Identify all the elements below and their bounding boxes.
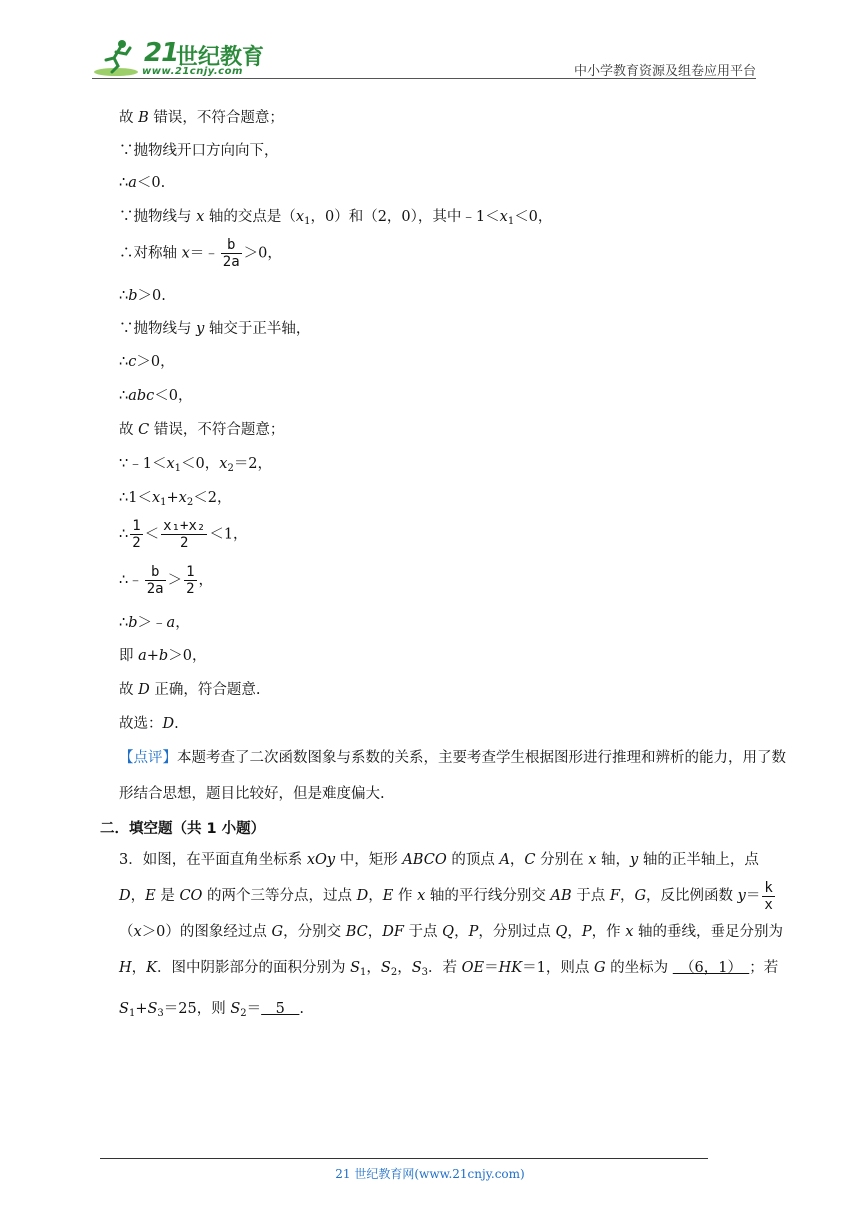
question-paragraph: 3．如图，在平面直角坐标系 xOy 中，矩形 ABCO 的顶点 A，C 分别在 x 轴，y 轴的正半轴上，点 D，E 是 CO 的两个三等分点，过点 D，E 作 x 轴的平行线分别交 AB 于点 F，G，反比例函数 y＝ $\frac{k}{x}$ （x＞0）的图象经过点 G，分别交 BC，DF 于点 Q，P，分别过点 Q，P，作 x 轴的垂线，垂足分别为 H，K．图中阴影部分的面积分别为 $S_1$，$S_2$，$S_3$．若 OE＝HK＝1，则点 G 的坐标为 （6，1） ；若 $S_1+S_3=25$，则 $S_2=$ 5 . — [119, 852, 783, 1019]
fraction: $\frac{\text{x₁+x₂}}{2}$ — [163, 518, 206, 551]
solution-line: 故选：D. — [119, 716, 179, 732]
runner-logo-icon — [92, 38, 142, 78]
answer-blank-2: 5 — [261, 1001, 300, 1017]
logo-text: 世纪教育 — [176, 45, 265, 70]
solution-line: ∴c＞0， — [119, 354, 175, 370]
solution-line: ∵抛物线与 x 轴的交点是（$x_1$，0）和（2，0），其中$﹣1<x_1<0$， — [119, 209, 553, 227]
solution-line: ∵抛物线开口方向向下， — [119, 143, 279, 159]
solution-line: ∴a＜0. — [119, 175, 166, 191]
solution-line: ∴b＞0. — [119, 288, 166, 304]
comment-paragraph — [119, 740, 789, 812]
solution-line: 故 C 错误，不符合题意； — [119, 422, 285, 438]
solution-line: ∴b＞﹣a， — [119, 615, 190, 631]
header-divider — [92, 78, 756, 79]
footer-link[interactable]: 21 世纪教育网(www.21cnjy.com) — [335, 1167, 525, 1181]
fraction: $\frac{k}{x}$ — [764, 879, 773, 913]
footer-divider — [100, 1158, 708, 1159]
solution-line: 故 D 正确，符合题意. — [119, 682, 261, 698]
section-title: 二．填空题（共 1 小题） — [100, 821, 266, 837]
solution-line: ∵抛物线与 y 轴交于正半轴， — [119, 321, 311, 337]
answer-blank-1: （6，1） — [672, 960, 750, 976]
fraction: $\frac{1}{2}$ — [132, 518, 141, 551]
solution-line: ∴ $\frac{1}{2}$ ＜ $\frac{\text{x₁+x₂}}{2}$ ＜1， — [119, 518, 248, 551]
site-logo — [92, 36, 272, 80]
header-platform-text: 中小学教育资源及组卷应用平台 — [573, 64, 756, 79]
solution-line: 即 a+b＞0， — [119, 648, 207, 664]
fraction: $\frac{b}{2a}$ — [146, 564, 164, 597]
solution-line: $\therefore 1<x_1+x_2<2$， — [119, 490, 232, 508]
fraction: $\frac{1}{2}$ — [186, 564, 195, 597]
solution-line: $\because﹣1<x_1<0$，$x_2=2$， — [119, 456, 273, 474]
solution-line: ∴﹣ $\frac{b}{2a}$ ＞ $\frac{1}{2}$ ， — [119, 564, 214, 597]
fraction: $\frac{b}{2a}$ — [222, 237, 240, 270]
logo-number: 21 — [144, 38, 179, 68]
solution-line: ∴abc＜0， — [119, 388, 193, 404]
solution-line: ∴对称轴 x＝﹣ $\frac{b}{2a}$ ＞0， — [119, 237, 282, 270]
comment-tag: 【点评】 — [119, 750, 177, 766]
comment-text: 本题考查了二次函数图象与系数的关系，主要考查学生根据图形进行推理和辨析的能力，用了数形结合思想，题目比较好，但是难度偏大. — [119, 750, 786, 802]
solution-line: 故 B 错误，不符合题意； — [119, 110, 284, 126]
logo-url: www.21cnjy.com — [142, 66, 243, 77]
